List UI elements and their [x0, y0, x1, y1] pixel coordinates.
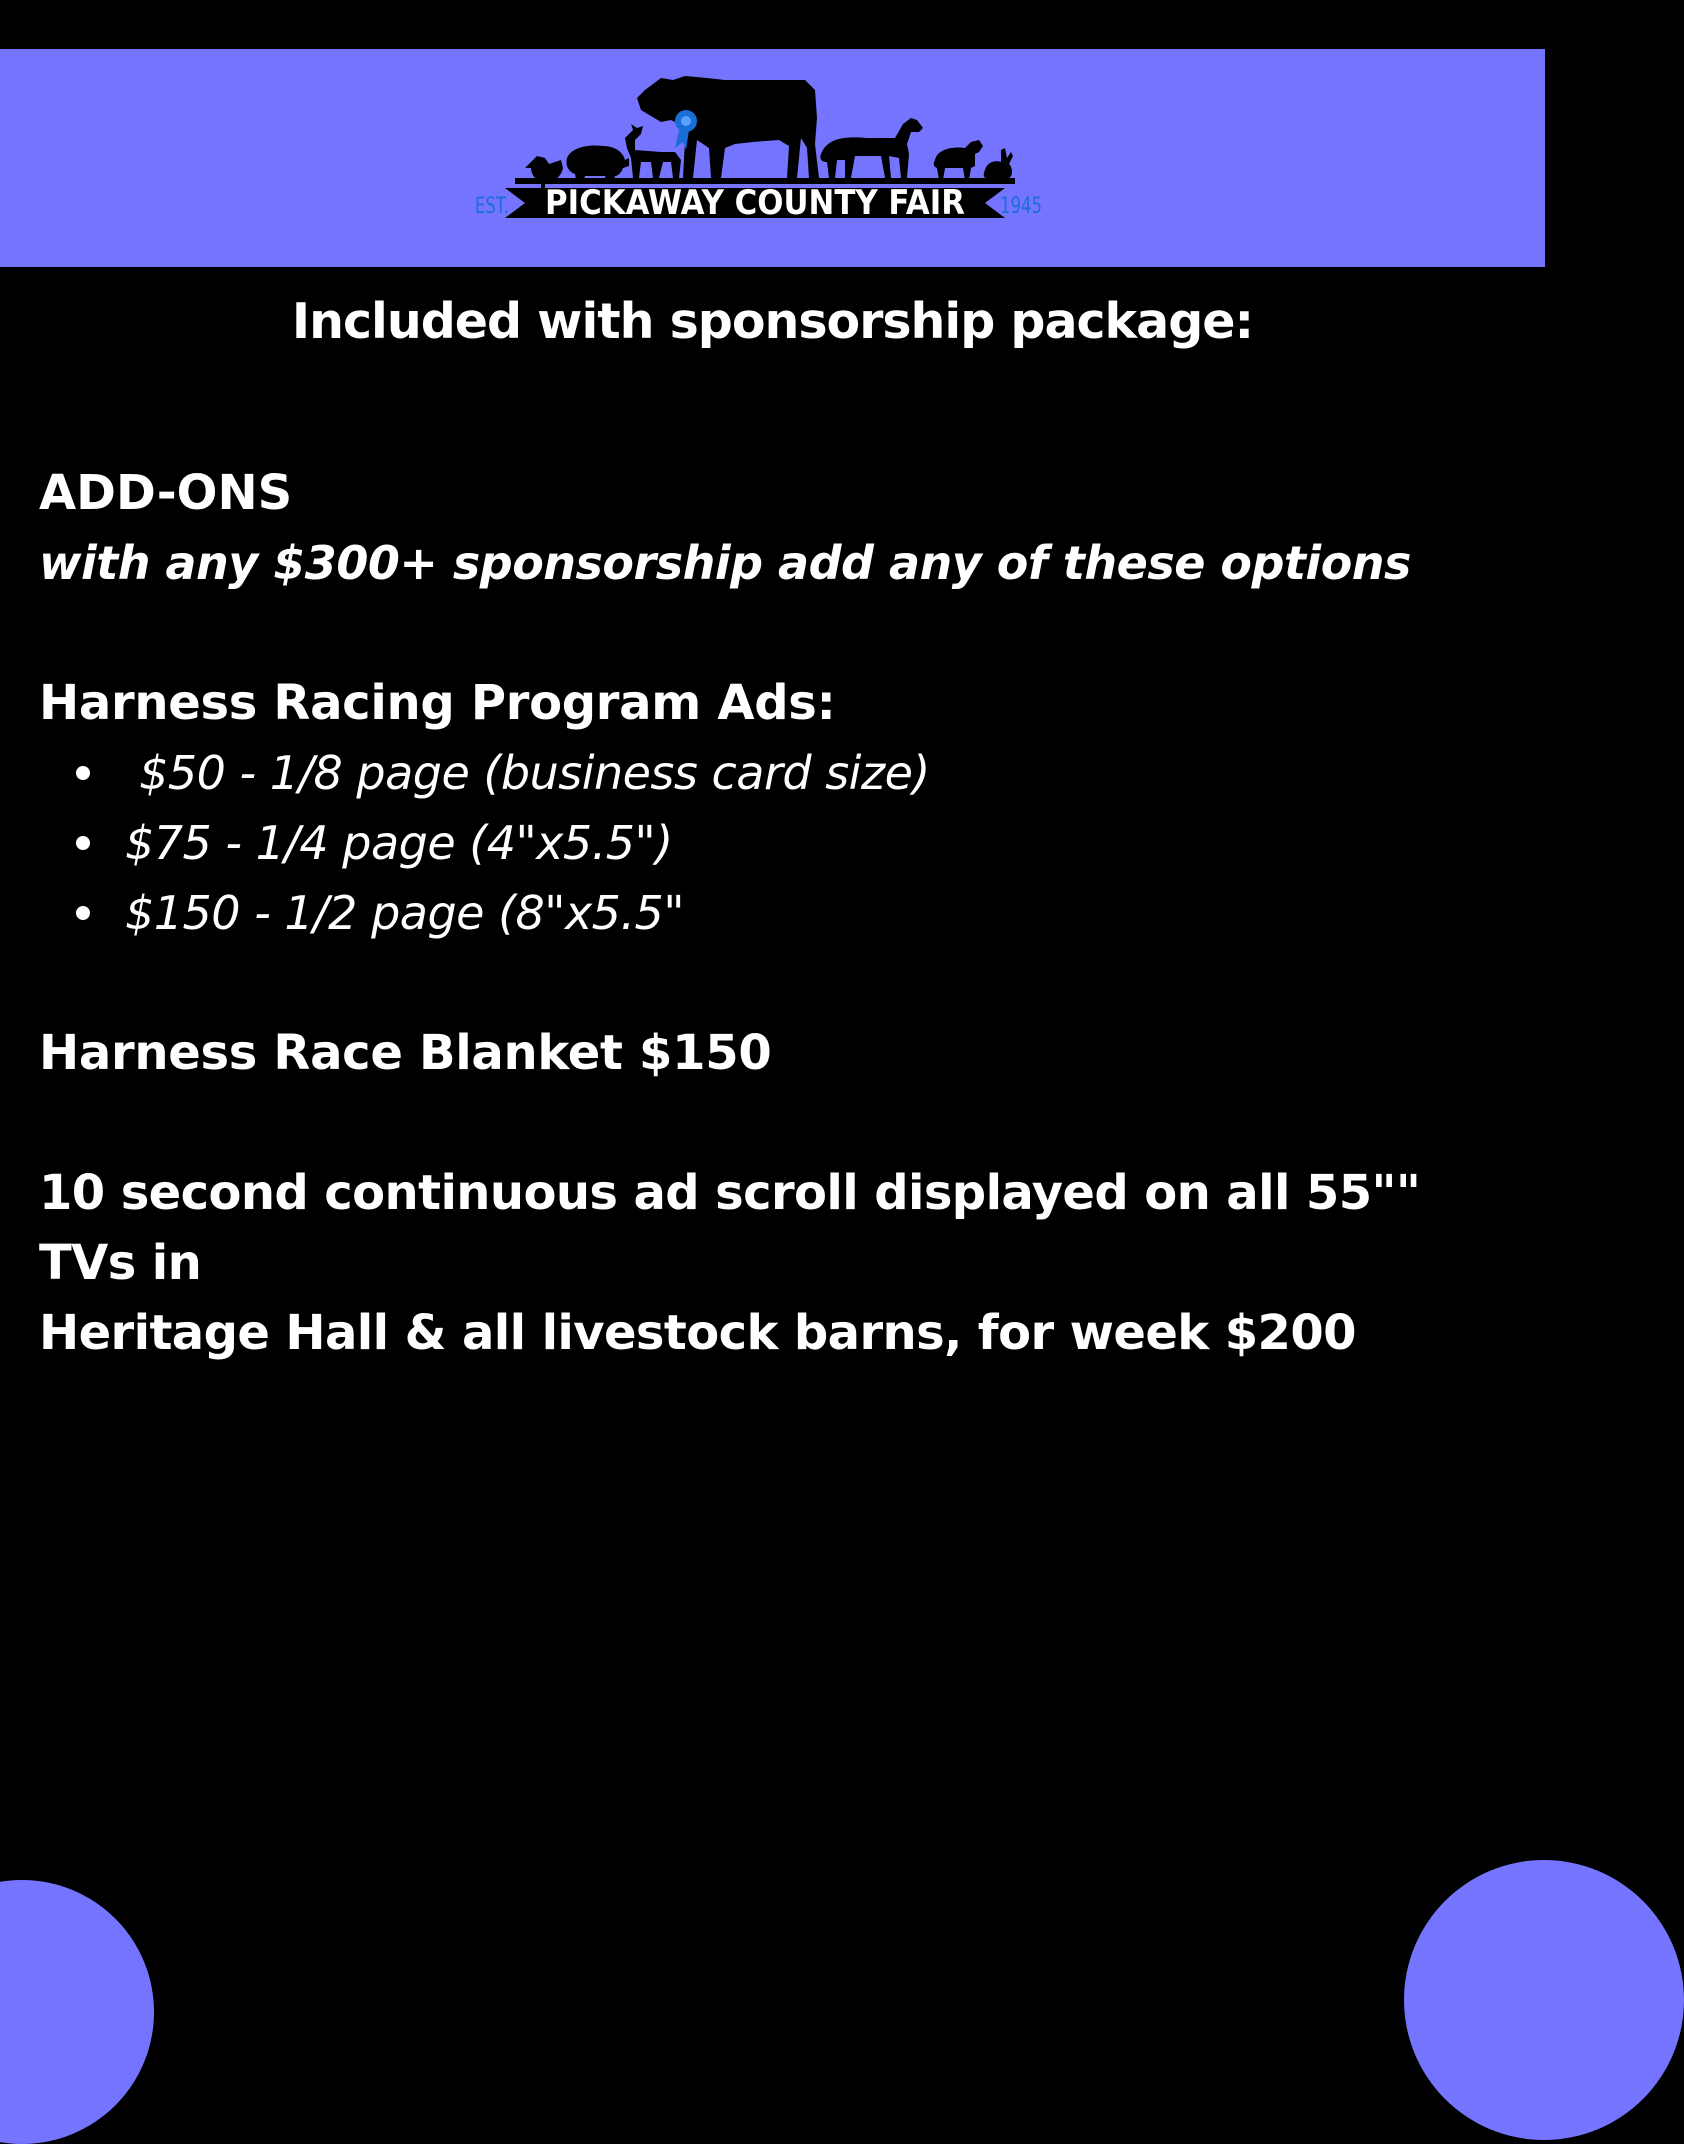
sheep-icon [934, 140, 983, 180]
list-item-text: $75 - 1/4 page (4"x5.5") [125, 816, 673, 870]
corner-decoration-left [0, 1880, 154, 2144]
bullet-icon [76, 906, 90, 920]
bullet-icon [76, 836, 90, 850]
cow-icon [637, 76, 819, 178]
list-item [39, 878, 1519, 948]
goat-icon [625, 124, 681, 178]
race-blanket: Harness Race Blanket $150 [39, 1025, 772, 1081]
ad-scroll-line-2: Heritage Hall & all livestock barns, for week $200 [39, 1305, 1356, 1361]
addons-subtitle: with any $300+ sponsorship add any of these options [39, 536, 1411, 590]
logo-name: PICKAWAY COUNTY FAIR [545, 183, 965, 223]
logo-year: 1945 [1000, 194, 1042, 219]
list-item-text: $50 - 1/8 page (business card size) [125, 746, 930, 800]
addons-title: ADD-ONS [39, 465, 293, 521]
corner-decoration-right [1404, 1860, 1684, 2140]
main-content [39, 458, 1519, 1368]
page-heading: Included with sponsorship package: [291, 293, 1254, 350]
fair-logo [475, 28, 1041, 238]
rabbit-icon [984, 148, 1013, 178]
list-item [39, 808, 1519, 878]
ad-scroll-line-1: 10 second continuous ad scroll displayed on all 55"" TVs in [39, 1165, 1421, 1291]
program-ads-list [39, 738, 1519, 948]
logo-est: EST. [475, 194, 509, 219]
list-item-text: $150 - 1/2 page (8"x5.5" [125, 886, 684, 940]
bullet-icon [76, 766, 90, 780]
list-item [39, 738, 1519, 808]
horse-icon [820, 118, 923, 178]
program-ads-title: Harness Racing Program Ads: [39, 675, 836, 731]
